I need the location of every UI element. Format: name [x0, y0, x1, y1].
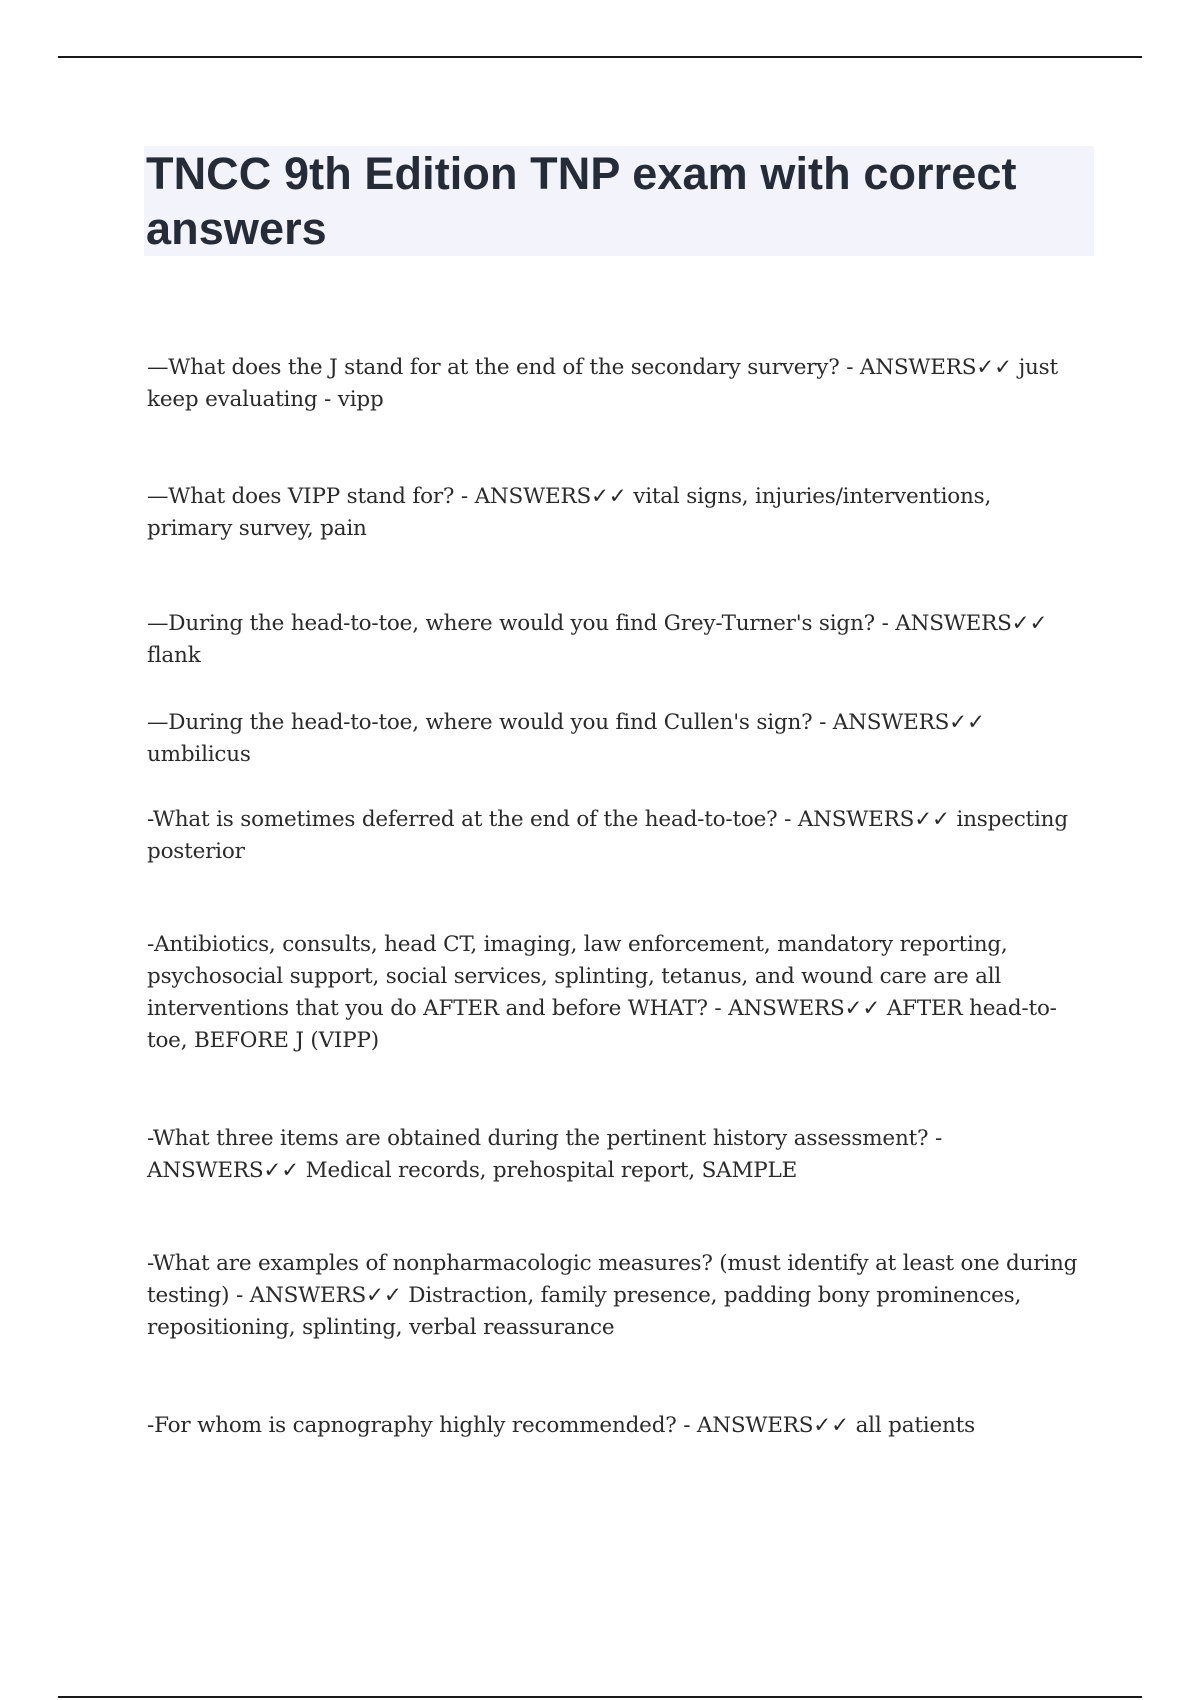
- qa-item: [147, 1410, 1082, 1442]
- top-rule: [58, 56, 1142, 58]
- qa-item: [147, 481, 1082, 545]
- qa-answer: flank: [147, 643, 201, 668]
- qa-question: —What does VIPP stand for? - ANSWERS✓✓: [147, 484, 634, 509]
- qa-answer: AFTER head-to-toe, BEFORE J (VIPP): [147, 996, 1057, 1053]
- qa-question: —During the head-to-toe, where would you find Cullen's sign? - ANSWERS✓✓: [147, 710, 985, 735]
- page-title: TNCC 9th Edition TNP exam with correct answers: [146, 148, 1017, 254]
- qa-question: -What is sometimes deferred at the end of the head-to-toe? - ANSWERS✓✓: [147, 807, 957, 832]
- qa-question: -What three items are obtained during the pertinent history assessment? - ANSWERS✓✓: [147, 1126, 943, 1183]
- qa-answer: vital signs, injuries/interventions, primary survey, pain: [147, 484, 992, 541]
- bottom-rule: [58, 1696, 1142, 1698]
- qa-answer: just keep evaluating - vipp: [147, 355, 1058, 412]
- qa-answer: umbilicus: [147, 742, 251, 767]
- qa-answer: all patients: [855, 1413, 975, 1438]
- qa-answer: Medical records, prehospital report, SAMPLE: [305, 1158, 798, 1183]
- qa-item: [147, 352, 1082, 416]
- qa-question: —What does the J stand for at the end of the secondary survery? - ANSWERS✓✓: [147, 355, 1019, 380]
- qa-answer: inspecting posterior: [147, 807, 1068, 864]
- qa-item: [147, 1123, 1082, 1187]
- qa-answer: Distraction, family presence, padding bony prominences, repositioning, splinting, verbal reassurance: [147, 1283, 1022, 1340]
- title-banner: [144, 146, 1094, 256]
- qa-question: -What are examples of nonpharmacologic measures? (must identify at least one during testing) - ANSWERS✓✓: [147, 1251, 1078, 1308]
- qa-item: [147, 608, 1082, 672]
- qa-item: [147, 804, 1082, 868]
- qa-item: [147, 1248, 1082, 1344]
- qa-question: -For whom is capnography highly recommended? - ANSWERS✓✓: [147, 1413, 856, 1438]
- qa-question: -Antibiotics, consults, head CT, imaging, law enforcement, mandatory reporting, psychosocial support, social services, splinting, tetanus, and wound care are all interventions that you do AFTER and before WHAT? - ANSWERS✓✓: [147, 932, 1008, 1021]
- qa-item: [147, 707, 1082, 771]
- qa-question: —During the head-to-toe, where would you find Grey-Turner's sign? - ANSWERS✓✓: [147, 611, 1048, 636]
- qa-item: [147, 929, 1082, 1057]
